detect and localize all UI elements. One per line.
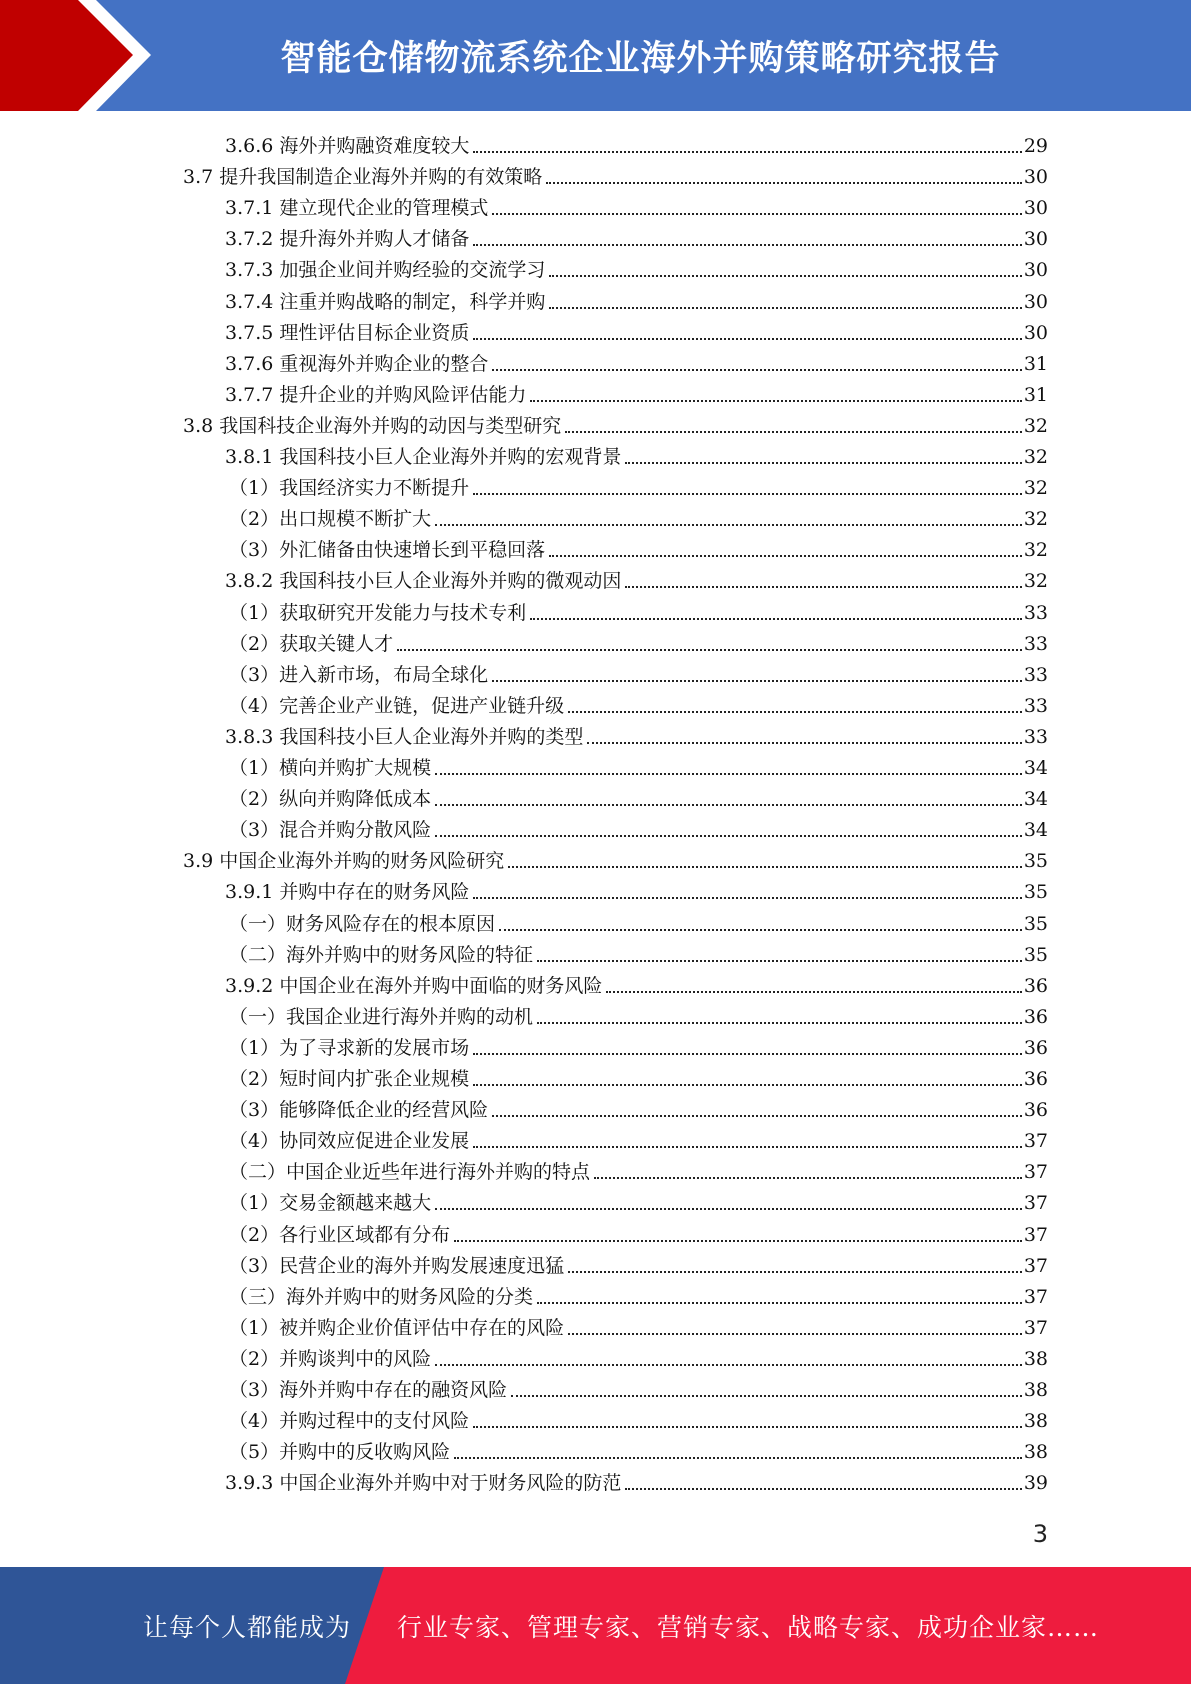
toc-entry[interactable] xyxy=(229,1247,1048,1278)
toc-entry-title: （2）获取关键人才 xyxy=(229,632,394,655)
toc-entry[interactable] xyxy=(225,189,1048,220)
toc-entry-page: 36 xyxy=(1023,1068,1048,1090)
toc-entry-page: 32 xyxy=(1023,539,1048,562)
toc-entry[interactable] xyxy=(225,376,1048,407)
toc-entry-title: （二）中国企业近些年进行海外并购的特点 xyxy=(229,1161,591,1184)
toc-entry-title: 3.7.3 加强企业间并购经验的交流学习 xyxy=(225,259,546,282)
toc-dot-leader xyxy=(537,1302,1022,1304)
toc-entry-page: 36 xyxy=(1023,1005,1048,1028)
toc-entry[interactable] xyxy=(229,594,1048,625)
toc-dot-leader xyxy=(625,586,1021,588)
toc-dot-leader xyxy=(549,555,1022,557)
toc-dot-leader xyxy=(625,1488,1021,1490)
toc-dot-leader xyxy=(546,182,1022,184)
toc-entry[interactable] xyxy=(225,438,1048,469)
footer-slogan-lead: 让每个人都能成为 xyxy=(143,1612,352,1642)
toc-entry-title: 3.7.6 重视海外并购企业的整合 xyxy=(225,352,489,375)
toc-entry-title: 3.6.6 海外并购融资难度较大 xyxy=(225,135,470,157)
toc-entry-page: 30 xyxy=(1023,197,1048,220)
toc-entry[interactable] xyxy=(229,936,1048,967)
toc-entry-page: 32 xyxy=(1023,508,1048,531)
toc-entry[interactable] xyxy=(225,1464,1048,1495)
document-title: 智能仓储物流系统企业海外并购策略研究报告 xyxy=(280,38,1001,79)
toc-entry-title: 3.7 提升我国制造企业海外并购的有效策略 xyxy=(183,166,543,189)
toc-entry[interactable] xyxy=(229,1060,1048,1091)
toc-entry[interactable] xyxy=(225,251,1048,282)
toc-entry-title: 3.9 中国企业海外并购的财务风险研究 xyxy=(183,850,505,873)
toc-entry-title: （3）能够降低企业的经营风险 xyxy=(229,1099,489,1122)
toc-entry[interactable] xyxy=(225,127,1048,158)
toc-entry-page: 34 xyxy=(1023,819,1048,842)
toc-entry[interactable] xyxy=(229,687,1048,718)
toc-entry-page: 31 xyxy=(1023,352,1048,375)
toc-dot-leader xyxy=(473,897,1021,899)
toc-entry[interactable] xyxy=(229,811,1048,842)
toc-entry-title: （2）短时间内扩张企业规模 xyxy=(229,1068,470,1090)
toc-dot-leader xyxy=(473,1053,1022,1055)
toc-entry-title: （1）横向并购扩大规模 xyxy=(229,757,432,779)
toc-dot-leader xyxy=(568,1271,1022,1273)
toc-entry-title: （2）出口规模不断扩大 xyxy=(229,508,432,531)
toc-entry[interactable] xyxy=(229,469,1048,500)
toc-dot-leader xyxy=(587,742,1021,744)
toc-entry-title: （1）被并购企业价值评估中存在的风险 xyxy=(229,1316,565,1339)
toc-entry-page: 37 xyxy=(1023,1285,1048,1308)
toc-entry[interactable] xyxy=(229,1371,1048,1402)
toc-entry-title: （3）混合并购分散风险 xyxy=(229,819,432,842)
toc-entry-title: （3）进入新市场，布局全球化 xyxy=(229,663,489,686)
toc-dot-leader xyxy=(594,1177,1022,1179)
toc-dot-leader xyxy=(473,493,1022,495)
toc-entry-page: 33 xyxy=(1023,663,1048,686)
toc-dot-leader xyxy=(473,151,1021,153)
toc-dot-leader xyxy=(492,369,1021,371)
toc-dot-leader xyxy=(454,1240,1022,1242)
toc-entry[interactable] xyxy=(229,1184,1048,1215)
toc-entry-page: 35 xyxy=(1023,850,1048,873)
toc-entry-title: 3.7.4 注重并购战略的制定，科学并购 xyxy=(225,290,546,313)
toc-entry-title: （1）交易金额越来越大 xyxy=(229,1192,432,1215)
toc-dot-leader xyxy=(435,835,1022,837)
toc-dot-leader xyxy=(435,804,1022,806)
toc-entry-title: 3.8 我国科技企业海外并购的动因与类型研究 xyxy=(183,414,562,437)
toc-entry[interactable] xyxy=(225,967,1048,998)
toc-entry[interactable] xyxy=(229,998,1048,1029)
toc-entry[interactable] xyxy=(225,345,1048,376)
toc-entry-title: 3.8.3 我国科技小巨人企业海外并购的类型 xyxy=(225,725,584,748)
toc-dot-leader xyxy=(625,462,1021,464)
toc-entry-title: 3.9.2 中国企业在海外并购中面临的财务风险 xyxy=(225,974,603,997)
toc-dot-leader xyxy=(473,1084,1022,1086)
toc-entry-title: 3.7.2 提升海外并购人才储备 xyxy=(225,228,470,251)
toc-entry-title: （2）各行业区域都有分布 xyxy=(229,1223,451,1246)
toc-entry-title: （2）并购谈判中的风险 xyxy=(229,1347,432,1370)
toc-entry-page: 33 xyxy=(1023,694,1048,717)
toc-entry-page: 36 xyxy=(1023,1036,1048,1059)
toc-entry-page: 37 xyxy=(1023,1254,1048,1277)
toc-dot-leader xyxy=(537,1022,1022,1024)
toc-dot-leader xyxy=(435,524,1022,526)
toc-entry-page: 29 xyxy=(1023,135,1048,157)
toc-dot-leader xyxy=(568,711,1022,713)
toc-entry[interactable] xyxy=(229,1153,1048,1184)
toc-entry-title: （一）我国企业进行海外并购的动机 xyxy=(229,1005,534,1028)
toc-entry-page: 37 xyxy=(1023,1192,1048,1215)
toc-entry-title: （3）外汇储备由快速增长到平稳回落 xyxy=(229,539,546,562)
page-footer xyxy=(0,1567,1191,1684)
toc-dot-leader xyxy=(606,991,1021,993)
toc-entry-page: 32 xyxy=(1023,570,1048,593)
toc-entry-title: （1）获取研究开发能力与技术专利 xyxy=(229,601,527,624)
toc-entry-page: 38 xyxy=(1023,1441,1048,1464)
toc-entry-title: 3.7.1 建立现代企业的管理模式 xyxy=(225,197,489,220)
toc-entry-title: （3）海外并购中存在的融资风险 xyxy=(229,1379,508,1401)
page-number: 3 xyxy=(1032,1520,1048,1548)
toc-dot-leader xyxy=(492,1115,1022,1117)
toc-entry-page: 39 xyxy=(1023,1472,1048,1495)
toc-entry-page: 38 xyxy=(1023,1347,1048,1370)
toc-entry[interactable] xyxy=(229,1216,1048,1247)
toc-entry-page: 37 xyxy=(1023,1130,1048,1153)
toc-entry-page: 35 xyxy=(1023,943,1048,966)
toc-entry-page: 36 xyxy=(1023,974,1048,997)
toc-entry-page: 30 xyxy=(1023,228,1048,251)
toc-dot-leader xyxy=(454,1457,1022,1459)
toc-entry-page: 34 xyxy=(1023,788,1048,811)
toc-entry-title: 3.9.1 并购中存在的财务风险 xyxy=(225,881,470,904)
toc-entry-page: 36 xyxy=(1023,1099,1048,1122)
toc-dot-leader xyxy=(549,307,1021,309)
toc-entry[interactable] xyxy=(229,625,1048,656)
toc-dot-leader xyxy=(511,1395,1022,1397)
toc-entry[interactable] xyxy=(229,905,1048,936)
toc-entry[interactable] xyxy=(229,1122,1048,1153)
toc-entry[interactable] xyxy=(229,1433,1048,1464)
toc-entry-title: 3.7.5 理性评估目标企业资质 xyxy=(225,321,470,344)
toc-entry[interactable] xyxy=(225,718,1048,749)
toc-entry-page: 32 xyxy=(1023,446,1048,468)
toc-dot-leader xyxy=(565,431,1022,433)
toc-dot-leader xyxy=(473,244,1021,246)
page-header xyxy=(0,0,1191,111)
toc-dot-leader xyxy=(499,929,1022,931)
toc-entry-page: 30 xyxy=(1023,290,1048,313)
toc-entry[interactable] xyxy=(225,873,1048,904)
toc-dot-leader xyxy=(435,1208,1022,1210)
toc-dot-leader xyxy=(473,1146,1022,1148)
toc-dot-leader xyxy=(508,866,1022,868)
toc-entry-title: 3.9.3 中国企业海外并购中对于财务风险的防范 xyxy=(225,1472,622,1495)
toc-entry[interactable] xyxy=(229,1278,1048,1309)
toc-dot-leader xyxy=(435,1364,1022,1366)
toc-entry[interactable] xyxy=(229,531,1048,562)
toc-dot-leader xyxy=(537,960,1022,962)
toc-entry[interactable] xyxy=(229,1402,1048,1433)
toc-entry-page: 30 xyxy=(1023,166,1048,189)
toc-entry-title: （二）海外并购中的财务风险的特征 xyxy=(229,943,534,966)
toc-entry[interactable] xyxy=(229,500,1048,531)
toc-dot-leader xyxy=(568,1333,1022,1335)
toc-entry-title: 3.7.7 提升企业的并购风险评估能力 xyxy=(225,383,527,406)
toc-entry-page: 38 xyxy=(1023,1410,1048,1433)
toc-entry[interactable] xyxy=(229,1029,1048,1060)
toc-entry-title: 3.8.1 我国科技小巨人企业海外并购的宏观背景 xyxy=(225,446,622,468)
toc-entry[interactable] xyxy=(229,1309,1048,1340)
toc-entry[interactable] xyxy=(225,562,1048,593)
toc-dot-leader xyxy=(549,275,1021,277)
toc-entry-page: 37 xyxy=(1023,1161,1048,1184)
toc-entry[interactable] xyxy=(225,314,1048,345)
toc-entry[interactable] xyxy=(229,780,1048,811)
toc-entry-title: （4）协同效应促进企业发展 xyxy=(229,1130,470,1153)
toc-entry[interactable] xyxy=(225,220,1048,251)
toc-dot-leader xyxy=(492,680,1022,682)
toc-dot-leader xyxy=(473,1426,1022,1428)
toc-entry-title: （4）并购过程中的支付风险 xyxy=(229,1410,470,1433)
toc-entry-page: 32 xyxy=(1023,477,1048,500)
toc-entry[interactable] xyxy=(183,842,1048,873)
toc-entry[interactable] xyxy=(229,656,1048,687)
toc-entry-title: 3.8.2 我国科技小巨人企业海外并购的微观动因 xyxy=(225,570,622,593)
toc-entry[interactable] xyxy=(183,158,1048,189)
toc-entry[interactable] xyxy=(229,1340,1048,1371)
toc-entry-page: 33 xyxy=(1023,725,1048,748)
toc-dot-leader xyxy=(530,400,1021,402)
toc-dot-leader xyxy=(397,649,1022,651)
toc-entry-title: （2）纵向并购降低成本 xyxy=(229,788,432,811)
toc-entry[interactable] xyxy=(225,283,1048,314)
toc-entry-title: （4）完善企业产业链，促进产业链升级 xyxy=(229,694,565,717)
toc-entry-page: 35 xyxy=(1023,881,1048,904)
toc-entry-page: 33 xyxy=(1023,632,1048,655)
toc-dot-leader xyxy=(473,338,1021,340)
toc-entry-page: 37 xyxy=(1023,1223,1048,1246)
toc-entry-page: 31 xyxy=(1023,383,1048,406)
toc-entry-title: （5）并购中的反收购风险 xyxy=(229,1441,451,1464)
toc-entry-title: （一）财务风险存在的根本原因 xyxy=(229,912,496,935)
toc-entry[interactable] xyxy=(183,407,1048,438)
toc-entry-page: 30 xyxy=(1023,321,1048,344)
toc-entry-page: 34 xyxy=(1023,757,1048,779)
toc-entry-title: （1）我国经济实力不断提升 xyxy=(229,477,470,500)
toc-entry-page: 38 xyxy=(1023,1379,1048,1401)
toc-dot-leader xyxy=(492,213,1021,215)
toc-entry-page: 30 xyxy=(1023,259,1048,282)
toc-entry[interactable] xyxy=(229,749,1048,780)
footer-slogan-roles: 行业专家、管理专家、营销专家、战略专家、成功企业家…… xyxy=(397,1612,1100,1642)
toc-entry-title: （3）民营企业的海外并购发展速度迅猛 xyxy=(229,1254,565,1277)
toc-entry-page: 32 xyxy=(1023,414,1048,437)
toc-entry[interactable] xyxy=(229,1091,1048,1122)
toc-entry-page: 33 xyxy=(1023,601,1048,624)
toc-entry-page: 35 xyxy=(1023,912,1048,935)
toc-entry-page: 37 xyxy=(1023,1316,1048,1339)
toc-dot-leader xyxy=(530,618,1022,620)
toc-entry-title: （1）为了寻求新的发展市场 xyxy=(229,1036,470,1059)
toc-dot-leader xyxy=(435,773,1022,775)
toc-entry-title: （三）海外并购中的财务风险的分类 xyxy=(229,1285,534,1308)
